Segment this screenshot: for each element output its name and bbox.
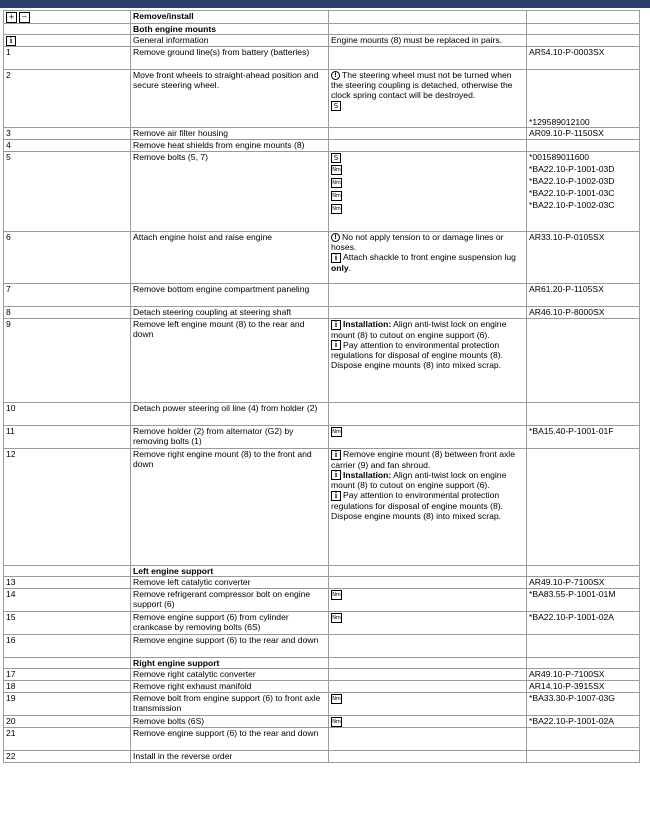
table-row: 19 Remove bolt from engine support (6) to front axle transmission Nm *BA33.30-P-1007-03G (4, 693, 640, 716)
ref-link[interactable]: *BA22.10-P-1002-03D (529, 176, 615, 186)
table-row: 18 Remove right exhaust manifold AR14.10-P-3915SX (4, 681, 640, 693)
ref-link[interactable]: *BA22.10-P-1001-03C (529, 188, 615, 198)
info-icon[interactable]: i (6, 36, 16, 46)
table-row: 14 Remove refrigerant compressor bolt on engine support (6) Nm *BA83.55-P-1001-01M (4, 589, 640, 612)
table-row: 3 Remove air filter housing AR09.10-P-1150SX (4, 128, 640, 140)
ref-link[interactable]: AR33.10-P-0105SX (527, 232, 640, 284)
torque-icon[interactable]: Nm (332, 591, 341, 598)
table-row: 16 Remove engine support (6) to the rear and down (4, 635, 640, 658)
info-icon[interactable]: i (331, 470, 341, 480)
ref-link[interactable]: *129589012100 (527, 70, 640, 128)
section-row (4, 658, 640, 669)
ref-link[interactable]: *BA15.40-P-1001-01F (527, 426, 640, 449)
ref-link[interactable]: AR54.10-P-0003SX (527, 47, 640, 70)
ref-link[interactable]: *BA22.10-P-1001-03D (529, 164, 615, 174)
table-row: 6 Attach engine hoist and raise engine ! No not apply tension to or damage lines or hoses. i Attach shackle to front engine suspension lug only. AR33.10-P-0105SX (4, 232, 640, 284)
ref-link[interactable]: *BA83.55-P-1001-01M (527, 589, 640, 612)
table-row: 15 Remove engine support (6) from cylinder crankcase by removing bolts (6S) Nm *BA22.10-P-1001-02A (4, 612, 640, 635)
table-row: 21 Remove engine support (6) to the rear and down (4, 728, 640, 751)
info-icon[interactable]: i (331, 450, 341, 460)
section-row (4, 566, 640, 577)
ref-link[interactable]: AR14.10-P-3915SX (527, 681, 640, 693)
table-row: 8 Detach steering coupling at steering shaft AR46.10-P-8000SX (4, 307, 640, 319)
table-row: 12 Remove right engine mount (8) to the front and down i Remove engine mount (8) between front axle carrier (9) and fan shroud. i Installation: Align anti-twist lock on engine mount (8) to cutout on engine support (6). i Pay attention to environmental protection regulations for disposal of engine mounts (8). Dispose engine mounts (8) into mixed scrap. (4, 449, 640, 566)
table-row: 20 Remove bolts (6S) Nm *BA22.10-P-1001-02A (4, 716, 640, 728)
warning-icon: ! (331, 233, 340, 242)
ref-link[interactable]: AR49.10-P-7100SX (527, 577, 640, 589)
section-title: Right engine support (131, 658, 329, 669)
table-row: 13 Remove left catalytic converter AR49.10-P-7100SX (4, 577, 640, 589)
torque-icon[interactable]: Nm (332, 167, 341, 174)
table-row: 17 Remove right catalytic converter AR49.10-P-7100SX (4, 669, 640, 681)
torque-icon[interactable]: Nm (332, 180, 341, 187)
table-row: 22 Install in the reverse order (4, 751, 640, 763)
info-icon[interactable]: i (331, 253, 341, 263)
table-row: 5 Remove bolts (5, 7) S Nm Nm Nm Nm *001589011600 *BA22.10-P-1001-03D *BA22.10-P-1002-03D *BA22.10-P-1001-03C *BA22.10-P-1002-03C (4, 152, 640, 232)
torque-icon[interactable]: Nm (332, 718, 341, 725)
section-title: Left engine support (131, 566, 329, 577)
table-row: 7 Remove bottom engine compartment paneling AR61.20-P-1105SX (4, 284, 640, 307)
warning-icon: ! (331, 71, 340, 80)
torque-icon[interactable]: Nm (332, 614, 341, 621)
ref-link[interactable]: *BA22.10-P-1002-03C (529, 200, 615, 210)
table-row: 4 Remove heat shields from engine mounts (8) (4, 140, 640, 152)
tool-icon[interactable]: S (331, 153, 341, 163)
top-bar (0, 0, 650, 8)
table-row: i General information Engine mounts (8) must be replaced in pairs. (4, 35, 640, 47)
ref-link[interactable]: *001589011600 (529, 152, 590, 162)
info-icon[interactable]: i (331, 491, 341, 501)
info-icon[interactable]: i (331, 320, 341, 330)
ref-link[interactable]: AR61.20-P-1105SX (527, 284, 640, 307)
ref-link[interactable]: *BA22.10-P-1001-02A (527, 716, 640, 728)
table-row: 1 Remove ground line(s) from battery (batteries) AR54.10-P-0003SX (4, 47, 640, 70)
collapse-all-icon[interactable]: − (19, 12, 30, 23)
ref-link[interactable]: AR09.10-P-1150SX (527, 128, 640, 140)
procedure-table (3, 10, 640, 763)
info-icon[interactable]: i (331, 340, 341, 350)
table-row: 11 Remove holder (2) from alternator (G2) by removing bolts (1) Nm *BA15.40-P-1001-01F (4, 426, 640, 449)
section-title: Both engine mounts (131, 24, 329, 35)
torque-icon[interactable]: Nm (332, 192, 341, 199)
header-row (4, 11, 640, 24)
torque-icon[interactable]: Nm (332, 205, 341, 212)
tool-icon[interactable]: S (331, 101, 341, 111)
torque-icon[interactable]: Nm (332, 695, 341, 702)
expand-all-icon[interactable]: + (6, 12, 17, 23)
table-row: 2 Move front wheels to straight-ahead position and secure steering wheel. ! The steering wheel must not be turned when the steering coupling is detached, otherwise the clock spring contact will be destroyed. S *129589012100 (4, 70, 640, 128)
table-row: 10 Detach power steering oil line (4) from holder (2) (4, 403, 640, 426)
table-row: 9 Remove left engine mount (8) to the rear and down i Installation: Align anti-twist lock on engine mount (8) to cutout on engine support (6). i Pay attention to environmental protection regulations for disposal of engine mounts (8). Dispose engine mounts (8) into mixed scrap. (4, 319, 640, 403)
header-title: Remove/install (131, 11, 329, 24)
ref-link[interactable]: *BA33.30-P-1007-03G (527, 693, 640, 716)
ref-link[interactable]: *BA22.10-P-1001-02A (527, 612, 640, 635)
ref-link[interactable]: AR46.10-P-8000SX (527, 307, 640, 319)
section-row (4, 24, 640, 35)
torque-icon[interactable]: Nm (332, 428, 341, 435)
ref-link[interactable]: AR49.10-P-7100SX (527, 669, 640, 681)
